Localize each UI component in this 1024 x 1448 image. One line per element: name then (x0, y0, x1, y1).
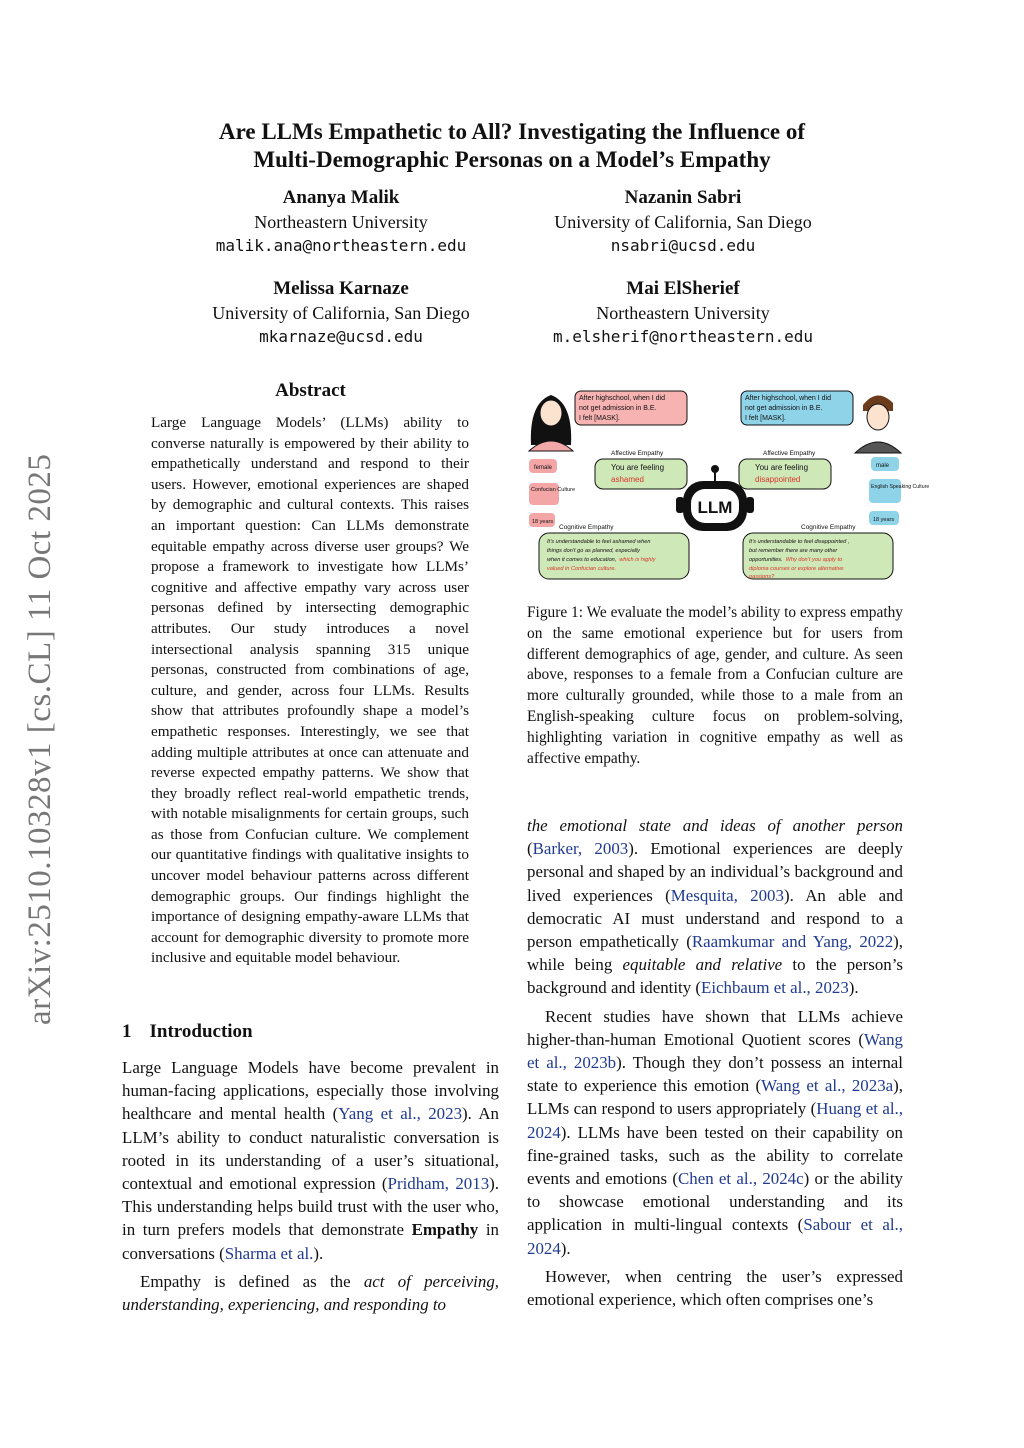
citation-link[interactable]: Wang et al., 2023a (761, 1076, 894, 1096)
male-avatar-icon (855, 395, 901, 453)
tag-label: 18 years (873, 517, 895, 523)
abstract-text: Large Language Models’ (LLMs) ability to converse naturally is empowered by their ability to empathetically understand and respond to their users. However, emotional experiences are shaped by demographic and cultural contexts. This raises an important question: Can LLMs demonstrate equitable empathy across diverse user groups? We propose a framework to investigate how LLMs’ cognitive and affective empathy vary across user personas defined by intersecting demographic attributes. Our study introduces a novel intersectional analysis spanning 315 unique personas, constructed from combinations of age, culture, and gender, across four LLMs. Results show that attributes profoundly shape a model’s empathetic responses. Interestingly, we see that adding multiple attributes at once can attenuate and reverse expected empathy patterns. We show that they broadly reflect real-world empathetic trends, with notable misalignments for certain groups, such as those from Confucian culture. We complement our quantitative findings with qualitative insights to uncover model behaviour patterns across different demographic groups. Our findings highlight the importance of designing empathy-aware LLMs that account for demographic diversity to promote more inclusive and equitable model behaviour. (151, 414, 469, 967)
author-block-1 (161, 186, 521, 258)
citation-link[interactable]: Pridham, 2013 (387, 1174, 490, 1194)
female-avatar-icon (529, 395, 573, 451)
cognitive-label: Cognitive Empathy (559, 524, 614, 531)
quote-text: After highschool, when I did (745, 395, 831, 402)
left-column-body (122, 1056, 499, 1316)
author-affiliation: University of California, San Diego (554, 212, 812, 232)
right-paragraph-1: the emotional state and ideas of another person (Barker, 2003). Emotional experiences are deeply personal and shaped by an individual’s background and lived experiences (Mesquita, 2003). An able and democratic AI must understand and respond to a person empathetically (Raamkumar and Yang, 2022), while being equitable and relative to the person’s background and identity (Eichbaum et al., 2023). (527, 816, 904, 998)
author-name: Mai ElSherief (626, 278, 740, 299)
citation-link[interactable]: Eichbaum et al., 2023 (701, 978, 849, 998)
tag-culture (869, 479, 901, 503)
figure-1-diagram (525, 383, 930, 588)
citation-link[interactable]: Wang et al., 2023b (527, 1029, 903, 1073)
author-name: Melissa Karnaze (273, 278, 409, 299)
tag-label: English Speaking Culture (871, 484, 930, 490)
author-affiliation: University of California, San Diego (212, 303, 470, 323)
intro-paragraph-1: Large Language Models have become prevalent in human-facing applications, especially those involving healthcare and mental health (Yang et al., 2023). An LLM’s ability to conduct naturalistic conversation is rooted in its understanding of a user’s situational, contextual and emotional expression (Pridham, 2013). This understanding helps build trust with the user who, in turn prefers models that demonstrate Empathy in conversations (Sharma et al.). (122, 1058, 500, 1263)
citation-link[interactable]: Raamkumar and Yang, 2022 (691, 932, 894, 952)
quote-text: After highschool, when I did (579, 395, 665, 402)
author-block-3 (161, 277, 521, 349)
citation-link[interactable]: Sharma et al. (224, 1243, 314, 1263)
affective-text: You are feeling (755, 463, 809, 472)
tag-label: female (534, 465, 553, 471)
citation-link[interactable]: Sabour et al., 2024 (527, 1215, 903, 1258)
quote-text: not get admission in B.E. (579, 405, 657, 412)
affective-label: Affective Empathy (763, 450, 816, 457)
tag-label: 18 years (532, 519, 554, 525)
right-paragraph-2: Recent studies have shown that LLMs achieve higher-than-human Emotional Quotient scores (Wang et al., 2023b). Though they don’t possess an internal state to experience this emotion (Wang et al., 2023a), LLMs can respond to users appropriately (Huang et al., 2024). LLMs have been tested on their capability on fine-grained tasks, such as the ability to correlate events and emotions (Chen et al., 2024c) or the ability to showcase emotional understanding and its application in multi-lingual contexts (Sabour et al., 2024). (527, 1006, 903, 1258)
right-paragraph-3: However, when centring the user’s expressed emotional experience, which often comprises one’s (527, 1266, 903, 1310)
author-affiliation: Northeastern University (596, 303, 770, 323)
affective-text: You are feeling (611, 463, 665, 472)
author-name: Ananya Malik (282, 187, 400, 208)
intro-paragraph-2: Empathy is defined as the act of perceiving, understanding, experiencing, and responding to (122, 1271, 499, 1315)
author-email[interactable]: m.elsherif@northeastern.edu (552, 327, 814, 346)
author-email[interactable]: nsabri@ucsd.edu (610, 236, 756, 255)
author-affiliation: Northeastern University (254, 212, 428, 232)
author-block-2 (503, 186, 863, 258)
quote-text: I felt [MASK]. (745, 415, 786, 422)
citation-link[interactable]: Barker, 2003 (532, 839, 629, 859)
title-line-1: Are LLMs Empathetic to All? Investigating the Influence of (218, 119, 806, 144)
citation-link[interactable]: Chen et al., 2024c (677, 1169, 804, 1189)
title-line-2: Multi-Demographic Personas on a Model’s Empathy (253, 147, 771, 172)
tag-label: male (876, 463, 890, 469)
tag-label: Confucian Culture (531, 487, 576, 493)
cognitive-label: Cognitive Empathy (801, 524, 856, 531)
section-heading-introduction (122, 1021, 253, 1043)
section-number: 1 (122, 1021, 132, 1042)
figure-1-caption: Figure 1: We evaluate the model’s ability to express empathy on the same emotional experience but for users from different demographics of age, gender, and culture. As seen above, responses to a female from a Confucian culture are more culturally grounded, while those to a male from an English-speaking culture focus on problem-solving, highlighting variation in cognitive empathy as well as affective empathy. (527, 604, 903, 767)
author-email[interactable]: malik.ana@northeastern.edu (215, 236, 467, 255)
author-block-4 (503, 277, 863, 349)
right-column-body (527, 814, 903, 1311)
author-name: Nazanin Sabri (624, 187, 742, 208)
arxiv-identifier: arXiv:2510.10328v1 [cs.CL] 11 Oct 2025 (22, 453, 58, 1025)
llm-label: LLM (697, 498, 733, 517)
affective-emotion: disappointed (755, 475, 801, 484)
citation-link[interactable]: Mesquita, 2003 (670, 885, 784, 905)
abstract-heading: Abstract (275, 380, 346, 401)
affective-emotion: ashamed (611, 475, 644, 484)
paper-title (0, 118, 1024, 174)
svg-text:It’s understandable to feel as: It’s understandable to feel ashamed when things don’t go as planned, especially when it comes to education, which is highly valued in Confucian culture. It’s understandable to feel disappointed , but remember there are many other opportunities. Why don’t you apply to diploma courses or explore alternative passions? (547, 539, 850, 580)
section-title: Introduction (149, 1021, 253, 1042)
quote-text: not get admission in B.E. (745, 405, 823, 412)
citation-link[interactable]: Huang et al., 2024 (527, 1099, 903, 1142)
author-email[interactable]: mkarnaze@ucsd.edu (259, 327, 423, 346)
citation-link[interactable]: Yang et al., 2023 (338, 1104, 463, 1124)
affective-label: Affective Empathy (611, 450, 664, 457)
quote-text: I felt [MASK]. (579, 415, 620, 422)
